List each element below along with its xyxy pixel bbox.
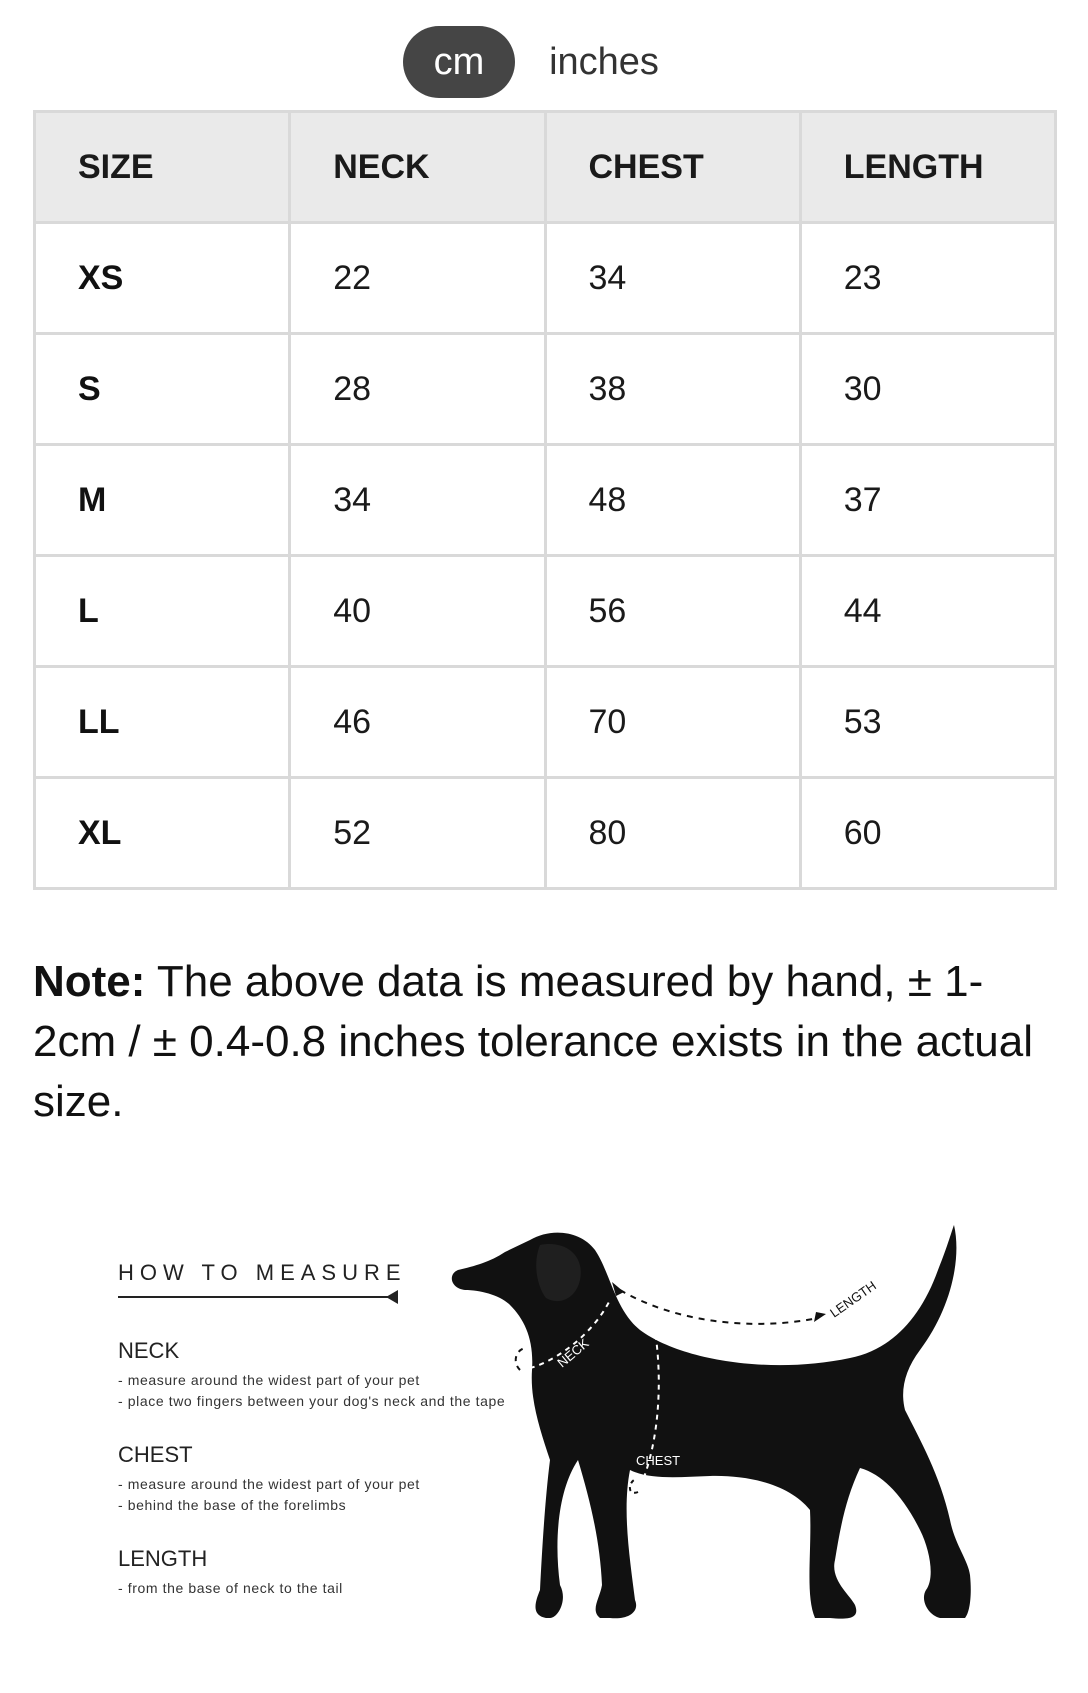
- note-text: The above data is measured by hand, ± 1-2cm / ± 0.4-0.8 inches tolerance exists in the actual size.: [33, 957, 1033, 1126]
- length-cell: 44: [800, 556, 1055, 667]
- table-header-row: [35, 112, 1056, 223]
- neck-cell: 40: [290, 556, 545, 667]
- dog-label-length: LENGTH: [827, 1277, 879, 1321]
- length-heading: LENGTH: [118, 1546, 208, 1571]
- size-chart-table: [33, 110, 1057, 890]
- neck-cell: 46: [290, 667, 545, 778]
- how-to-measure-guide: [0, 1200, 1088, 1670]
- table-row: [35, 667, 1056, 778]
- table-row: [35, 778, 1056, 889]
- table-row: [35, 445, 1056, 556]
- chest-instruction: - measure around the widest part of your pet: [118, 1476, 420, 1492]
- neck-heading: NECK: [118, 1338, 180, 1363]
- tolerance-note: [33, 952, 1033, 1132]
- chest-cell: 38: [545, 334, 800, 445]
- unit-toggle: [0, 26, 1088, 98]
- size-cell: XS: [35, 223, 290, 334]
- chest-heading: CHEST: [118, 1442, 193, 1467]
- neck-cell: 22: [290, 223, 545, 334]
- size-cell: LL: [35, 667, 290, 778]
- chest-cell: 48: [545, 445, 800, 556]
- unit-cm-button[interactable]: cm: [403, 26, 515, 98]
- length-cell: 30: [800, 334, 1055, 445]
- neck-cell: 28: [290, 334, 545, 445]
- dog-label-neck: NECK: [554, 1335, 592, 1371]
- size-cell: L: [35, 556, 290, 667]
- table-row: [35, 334, 1056, 445]
- guide-title: HOW TO MEASURE: [118, 1260, 407, 1285]
- length-cell: 37: [800, 445, 1055, 556]
- table-row: [35, 223, 1056, 334]
- dog-label-chest: CHEST: [636, 1453, 681, 1468]
- chest-cell: 34: [545, 223, 800, 334]
- chest-cell: 56: [545, 556, 800, 667]
- length-cell: 53: [800, 667, 1055, 778]
- table-row: [35, 556, 1056, 667]
- length-cell: 23: [800, 223, 1055, 334]
- neck-instruction: - place two fingers between your dog's neck and the tape: [118, 1393, 506, 1409]
- header-neck: NECK: [290, 112, 545, 223]
- length-cell: 60: [800, 778, 1055, 889]
- chest-cell: 70: [545, 667, 800, 778]
- dog-silhouette-icon: [450, 1200, 1050, 1640]
- chest-cell: 80: [545, 778, 800, 889]
- guide-title-divider: [118, 1296, 390, 1298]
- header-length: LENGTH: [800, 112, 1055, 223]
- chest-instruction: - behind the base of the forelimbs: [118, 1497, 347, 1513]
- size-cell: M: [35, 445, 290, 556]
- size-cell: XL: [35, 778, 290, 889]
- header-size: SIZE: [35, 112, 290, 223]
- neck-cell: 34: [290, 445, 545, 556]
- neck-instruction: - measure around the widest part of your pet: [118, 1372, 420, 1388]
- neck-cell: 52: [290, 778, 545, 889]
- arrow-left-icon: [386, 1290, 398, 1304]
- length-instruction: - from the base of neck to the tail: [118, 1580, 343, 1596]
- header-chest: CHEST: [545, 112, 800, 223]
- note-label: Note:: [33, 957, 146, 1006]
- unit-inches-button[interactable]: inches: [549, 41, 659, 83]
- size-cell: S: [35, 334, 290, 445]
